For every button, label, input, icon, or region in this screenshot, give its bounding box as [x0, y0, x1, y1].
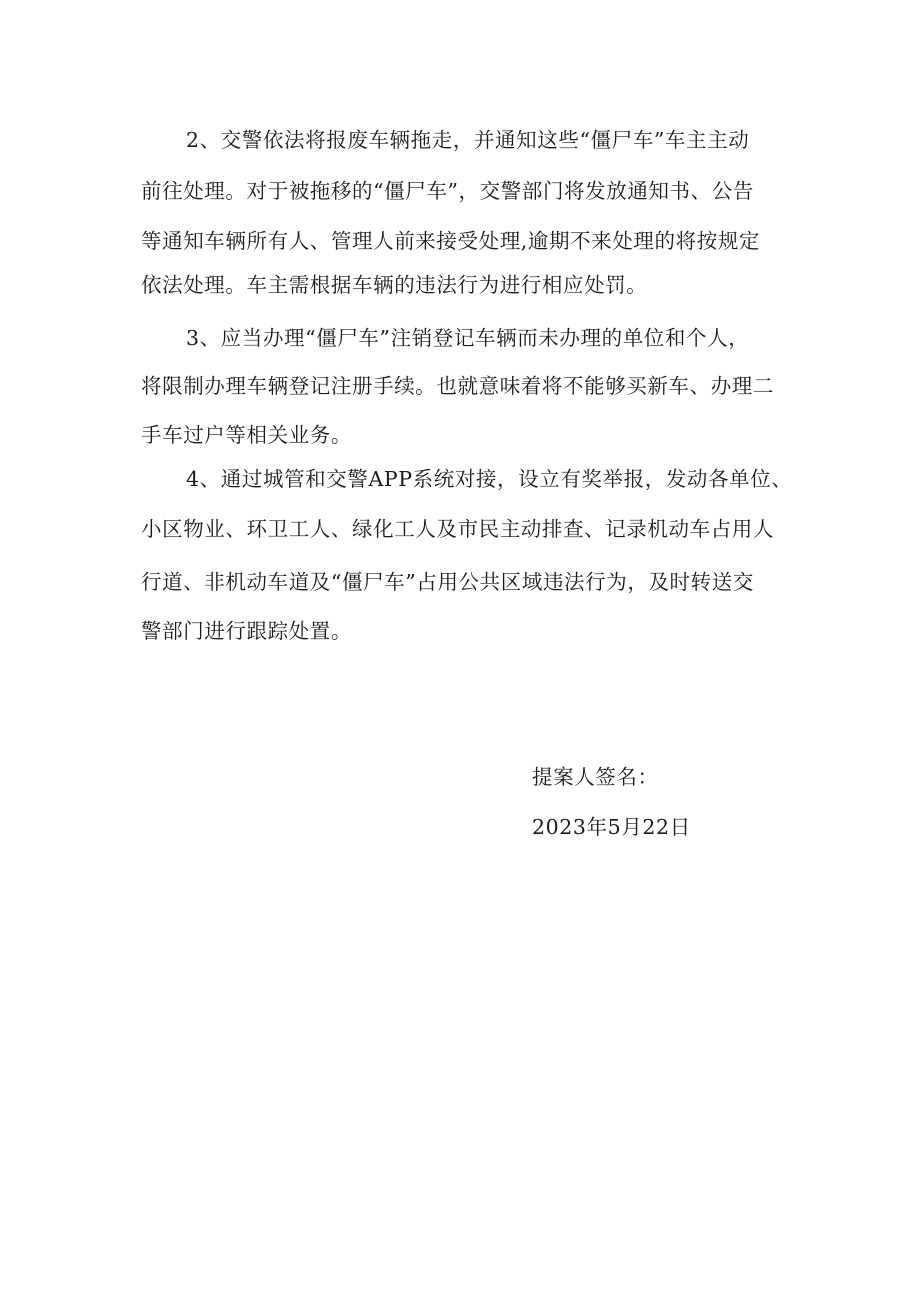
signature-label: 提案人签名：	[532, 765, 659, 789]
paragraph-line: 行道、非机动车道及“僵尸车”占用公共区域违法行为，及时转送交	[141, 570, 754, 594]
paragraph-line: 前往处理。对于被拖移的“僵尸车”，交警部门将发放通知书、公告	[141, 179, 754, 203]
signature-date: 2023年5月22日	[532, 815, 691, 839]
paragraph-line: 警部门进行跟踪处置。	[141, 619, 352, 643]
paragraph-line: 2、交警依法将报废车辆拖走，并通知这些“僵尸车”车主主动	[186, 128, 750, 152]
paragraph-line: 小区物业、环卫工人、绿化工人及市民主动排查、记录机动车占用人	[141, 517, 774, 541]
paragraph-line: 将限制办理车辆登记注册手续。也就意味着将不能够买新车、办理二	[141, 374, 774, 398]
paragraph-line: 依法处理。车主需根据车辆的违法行为进行相应处罚。	[141, 273, 648, 297]
paragraph-line: 3、应当办理“僵尸车”注销登记车辆而未办理的单位和个人，	[186, 326, 750, 350]
paragraph-line: 手车过户等相关业务。	[141, 423, 352, 447]
paragraph-line: 等通知车辆所有人、管理人前来接受处理,逾期不来处理的将按规定	[141, 229, 761, 253]
paragraph-line: 4、通过城管和交警APP系统对接，设立有奖举报，发动各单位、	[186, 467, 793, 491]
